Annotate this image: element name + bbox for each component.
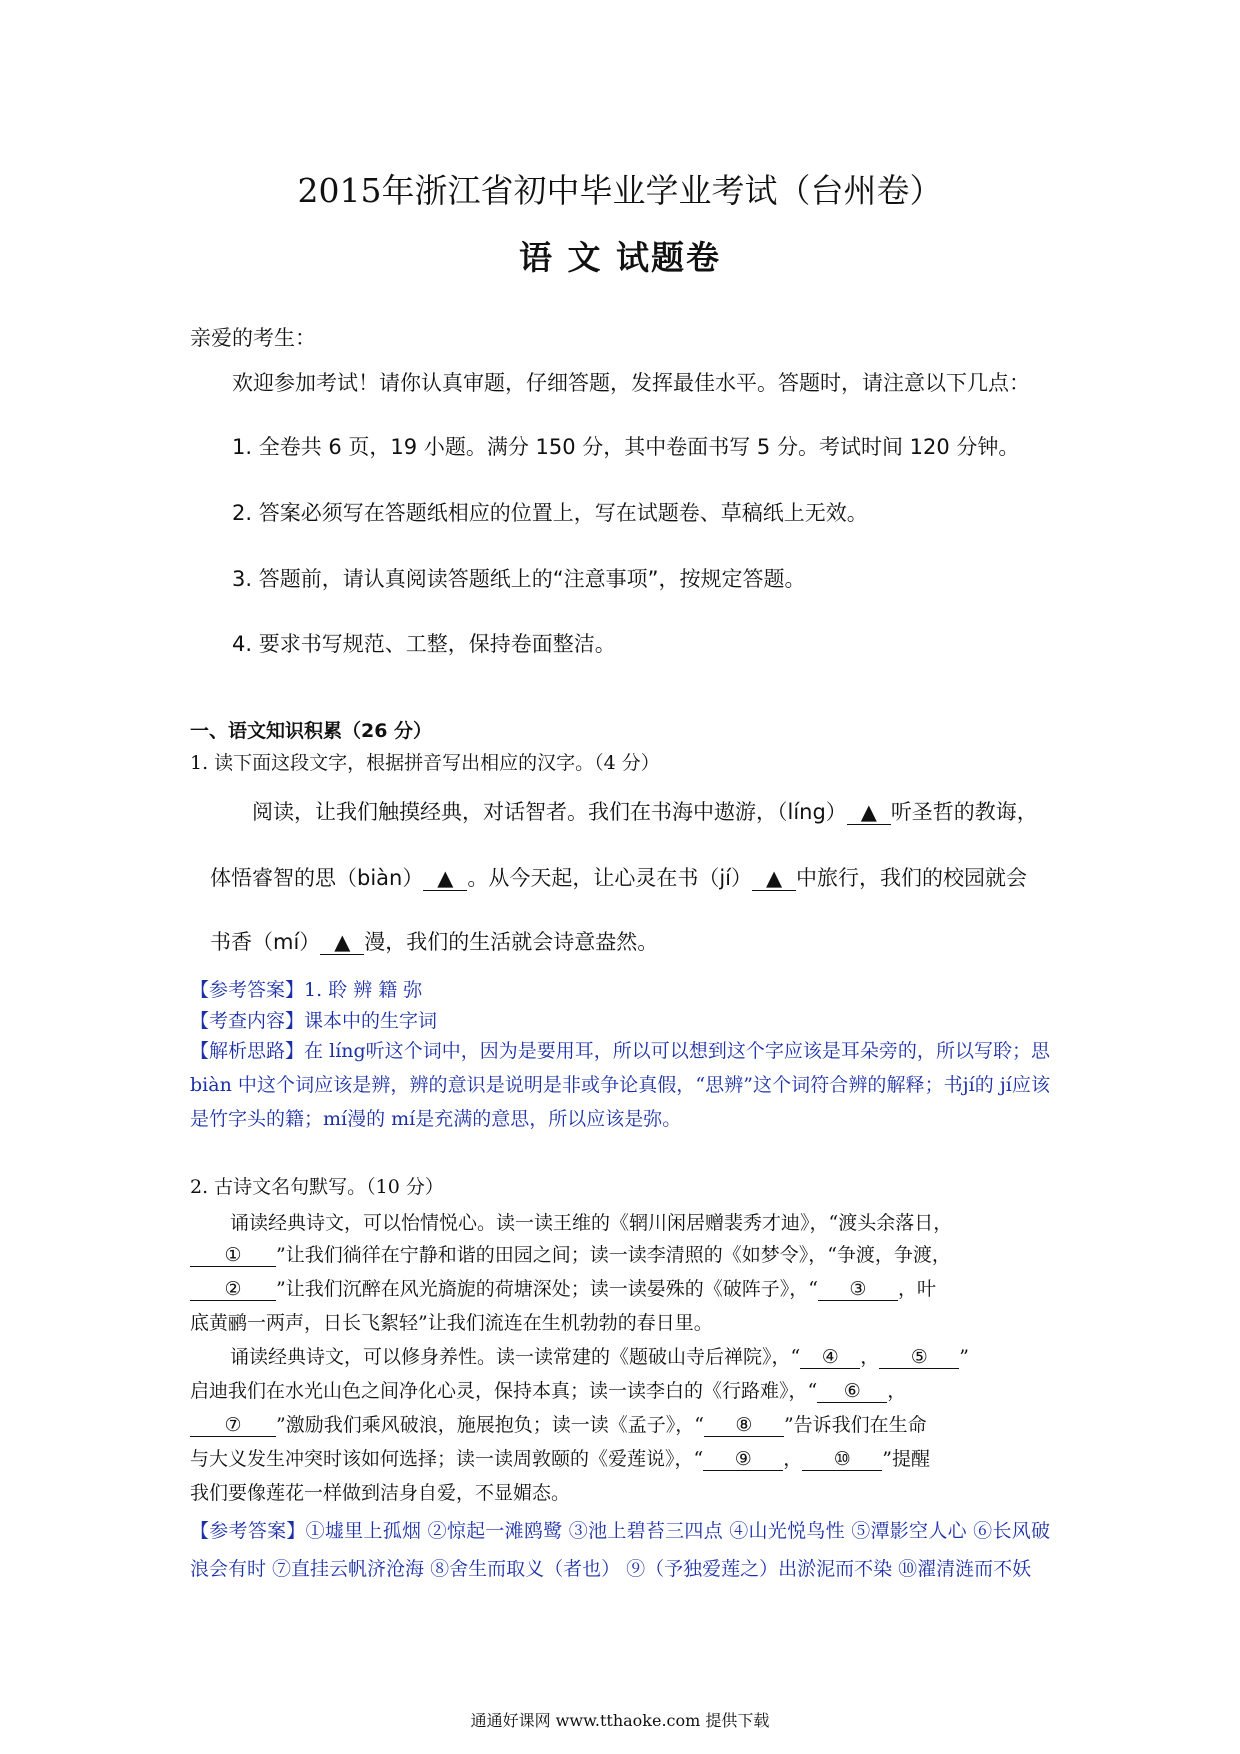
exam-subtitle: 语 文 试题卷 bbox=[519, 238, 721, 277]
answer-blank: ⑧ bbox=[704, 1414, 784, 1437]
q2-p2-line-4: 与大义发生冲突时该如何选择；读一读周敦颐的《爱莲说》，“ ⑨ ， ⑩ ”提醒 bbox=[190, 1448, 930, 1470]
answer-blank: ▲ bbox=[752, 866, 796, 891]
answer-blank: ④ bbox=[800, 1346, 860, 1369]
answer-blank: ▲ bbox=[847, 800, 891, 825]
q1-content: 【考查内容】课本中的生字词 bbox=[190, 1010, 438, 1032]
welcome-text: 欢迎参加考试！请你认真审题，仔细答题，发挥最佳水平。答题时，请注意以下几点： bbox=[232, 371, 1030, 395]
q1-line-2-text-b: 。从今天起，让心灵在书（jí） bbox=[467, 866, 753, 890]
q1-line-3 bbox=[210, 926, 658, 956]
q1-prompt: 1. 读下面这段文字，根据拼音写出相应的汉字。（4 分） bbox=[190, 752, 660, 774]
q2-p1-line-3 bbox=[190, 1274, 936, 1301]
answer-blank: ③ bbox=[818, 1278, 898, 1301]
q2-text: ”提醒 bbox=[882, 1448, 930, 1470]
q1-line-3-text: 书香（mí） bbox=[210, 930, 321, 954]
q2-p1-line-2 bbox=[190, 1240, 951, 1267]
q2-p2-line-1: 诵读经典诗文，可以修身养性。读一读常建的《题破山寺后禅院》，“ ④ ， ⑤ ” bbox=[230, 1346, 969, 1368]
q2-text: 与大义发生冲突时该如何选择；读一读周敦颐的《爱莲说》，“ bbox=[190, 1448, 704, 1470]
q2-text: 诵读经典诗文，可以修身养性。读一读常建的《题破山寺后禅院》，“ bbox=[230, 1346, 801, 1368]
q1-analysis: 【解析思路】在 líng听这个词中，因为是要用耳，所以可以想到这个字应该是耳朵旁的，所以写聆；思 biàn 中这个词应该是辨，辨的意识是说明是非或争论真假，“思辨”这个词符合辨的解释；书jí的 jí应该是竹字头的籍；mí漫的 mí是充满的意思，所以应该是弥。 bbox=[190, 1040, 1050, 1130]
q1-line-1-text-b: 听圣哲的教诲， bbox=[890, 800, 1038, 824]
q1-line-2-text: 体悟睿智的思（biàn） bbox=[210, 866, 424, 890]
q1-line-1 bbox=[252, 796, 1038, 826]
answer-blank: ⑤ bbox=[879, 1346, 959, 1369]
answer-blank: ⑩ bbox=[802, 1448, 882, 1471]
section-heading: 一、语文知识积累（26 分） bbox=[190, 720, 433, 742]
answer-blank: ⑦ bbox=[190, 1414, 276, 1437]
footer-credit: 通通好课网 www.tthaoke.com 提供下载 bbox=[470, 1711, 770, 1730]
q2-text: ”激励我们乘风破浪，施展抱负；读一读《孟子》，“ bbox=[276, 1414, 704, 1436]
q2-p2-line-5: 我们要像莲花一样做到洁身自爱，不显媚态。 bbox=[190, 1482, 571, 1504]
answer-blank: ② bbox=[190, 1278, 276, 1301]
greeting: 亲爱的考生： bbox=[190, 326, 316, 350]
answer-blank: ⑨ bbox=[703, 1448, 783, 1471]
q2-text: ，叶 bbox=[897, 1278, 936, 1300]
note-1: 1. 全卷共 6 页，19 小题。满分 150 分，其中卷面书写 5 分。考试时间 120 分钟。 bbox=[232, 435, 1020, 459]
q2-answer: 【参考答案】①墟里上孤烟 ②惊起一滩鸥鹭 ③池上碧苔三四点 ④山光悦鸟性 ⑤潭影空人心 ⑥长风破浪会有时 ⑦直挂云帆济沧海 ⑧舍生而取义（者也） ⑨（予独爱莲之）出淤泥而不染 ⑩濯清涟而不妖 bbox=[190, 1520, 1050, 1580]
answer-blank: ▲ bbox=[423, 866, 467, 891]
answer-blank: ▲ bbox=[320, 930, 364, 955]
q2-text: ”告诉我们在生命 bbox=[783, 1414, 927, 1436]
q1-line-2 bbox=[210, 862, 1027, 892]
q1-answer: 【参考答案】1. 聆 辨 籍 弥 bbox=[190, 979, 423, 1001]
q2-prompt: 2. 古诗文名句默写。（10 分） bbox=[190, 1176, 444, 1198]
q1-line-1-text: 阅读，让我们触摸经典，对话智者。我们在书海中遨游，（líng） bbox=[252, 800, 847, 824]
q2-text: ”让我们徜徉在宁静和谐的田园之间；读一读李清照的《如梦令》，“争渡，争渡， bbox=[276, 1244, 951, 1266]
exam-title: 2015年浙江省初中毕业学业考试（台州卷） bbox=[297, 171, 943, 210]
q2-p2-line-2: 启迪我们在水光山色之间净化心灵，保持本真；读一读李白的《行路难》，“ ⑥ ， bbox=[190, 1380, 907, 1402]
q1-line-2-text-c: 中旅行，我们的校园就会 bbox=[796, 866, 1028, 890]
note-3: 3. 答题前，请认真阅读答题纸上的“注意事项”，按规定答题。 bbox=[232, 567, 806, 591]
note-4: 4. 要求书写规范、工整，保持卷面整洁。 bbox=[232, 632, 616, 656]
q1-line-3-text-b: 漫，我们的生活就会诗意盎然。 bbox=[364, 930, 659, 954]
q2-p1-line-4: 底黄鹂一两声，日长飞絮轻”让我们流连在生机勃勃的春日里。 bbox=[190, 1312, 713, 1334]
q2-p2-line-3 bbox=[190, 1410, 927, 1437]
note-2: 2. 答案必须写在答题纸相应的位置上，写在试题卷、草稿纸上无效。 bbox=[232, 501, 868, 525]
q2-p1-line-1: 诵读经典诗文，可以怡情悦心。读一读王维的《辋川闲居赠裴秀才迪》，“渡头余落日， bbox=[230, 1212, 953, 1234]
q2-text: ”让我们沉醉在风光旖旎的荷塘深处；读一读晏殊的《破阵子》，“ bbox=[276, 1278, 818, 1300]
answer-blank: ⑥ bbox=[817, 1380, 887, 1403]
answer-blank: ① bbox=[190, 1244, 276, 1267]
q2-text: 启迪我们在水光山色之间净化心灵，保持本真；读一读李白的《行路难》，“ bbox=[190, 1380, 818, 1402]
